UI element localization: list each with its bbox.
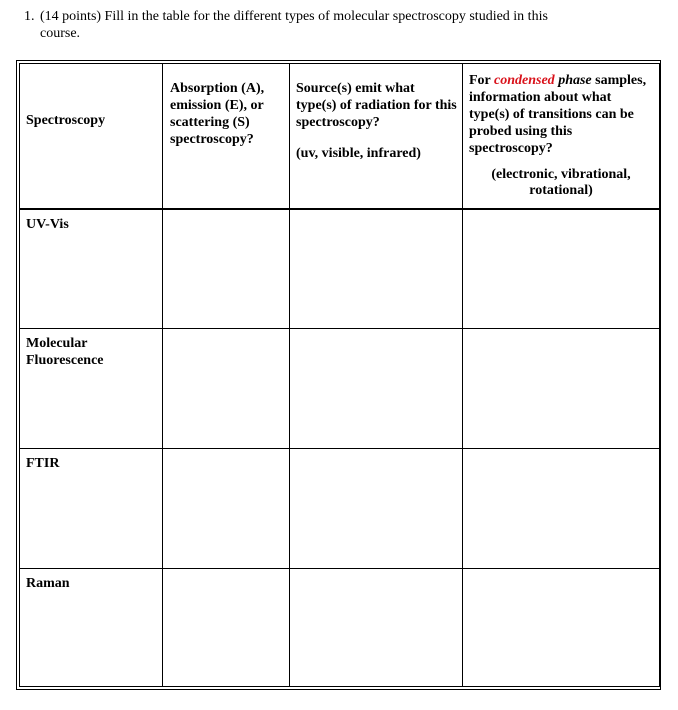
- answer-cell-transitions[interactable]: [463, 449, 660, 569]
- answer-cell-absorption[interactable]: [163, 329, 290, 449]
- table-row: [20, 449, 660, 569]
- question-text-line2: course.: [40, 26, 81, 41]
- header-absorption-emission-scattering: Absorption (A), emission (E), or scattering (S) spectroscopy?: [163, 64, 290, 209]
- spectroscopy-table: [19, 63, 660, 687]
- row-label-ftir: FTIR: [20, 449, 163, 569]
- table-header-row: [20, 64, 660, 209]
- answer-cell-transitions[interactable]: [463, 569, 660, 687]
- header-type-pre: For: [469, 73, 495, 88]
- table-row: [20, 329, 660, 449]
- table-row: [20, 569, 660, 687]
- answer-cell-source[interactable]: [290, 329, 463, 449]
- header-spectroscopy: Spectroscopy: [20, 64, 163, 209]
- header-transition-types: [463, 64, 660, 209]
- header-type-rest: samples, information about what type(s) of transitions can be probed using this spectroscopy?: [469, 73, 647, 156]
- header-source-radiation: [290, 64, 463, 209]
- header-source-question: Source(s) emit what type(s) of radiation for this spectroscopy?: [296, 81, 457, 130]
- answer-cell-absorption[interactable]: [163, 569, 290, 687]
- row-label-molecular-fluorescence: Molecular Fluorescence: [20, 329, 163, 449]
- row-label-raman: Raman: [20, 569, 163, 687]
- answer-cell-transitions[interactable]: [463, 209, 660, 329]
- question-text-line1: (14 points) Fill in the table for the different types of molecular spectroscopy studied in this: [40, 9, 548, 24]
- answer-cell-source[interactable]: [290, 449, 463, 569]
- row-label-uv-vis: UV-Vis: [20, 209, 163, 329]
- header-source-note: (uv, visible, infrared): [296, 146, 421, 161]
- answer-cell-transitions[interactable]: [463, 329, 660, 449]
- answer-cell-source[interactable]: [290, 569, 463, 687]
- spectroscopy-table-frame: [16, 60, 661, 690]
- table-row: [20, 209, 660, 329]
- answer-cell-absorption[interactable]: [163, 449, 290, 569]
- answer-cell-absorption[interactable]: [163, 209, 290, 329]
- question-number: 1.: [24, 9, 35, 24]
- answer-cell-source[interactable]: [290, 209, 463, 329]
- header-type-phase: phase: [554, 73, 592, 88]
- header-type-note: (electronic, vibrational, rotational): [491, 167, 631, 198]
- header-type-condensed: condensed: [494, 73, 555, 88]
- question-prompt: [24, 8, 664, 42]
